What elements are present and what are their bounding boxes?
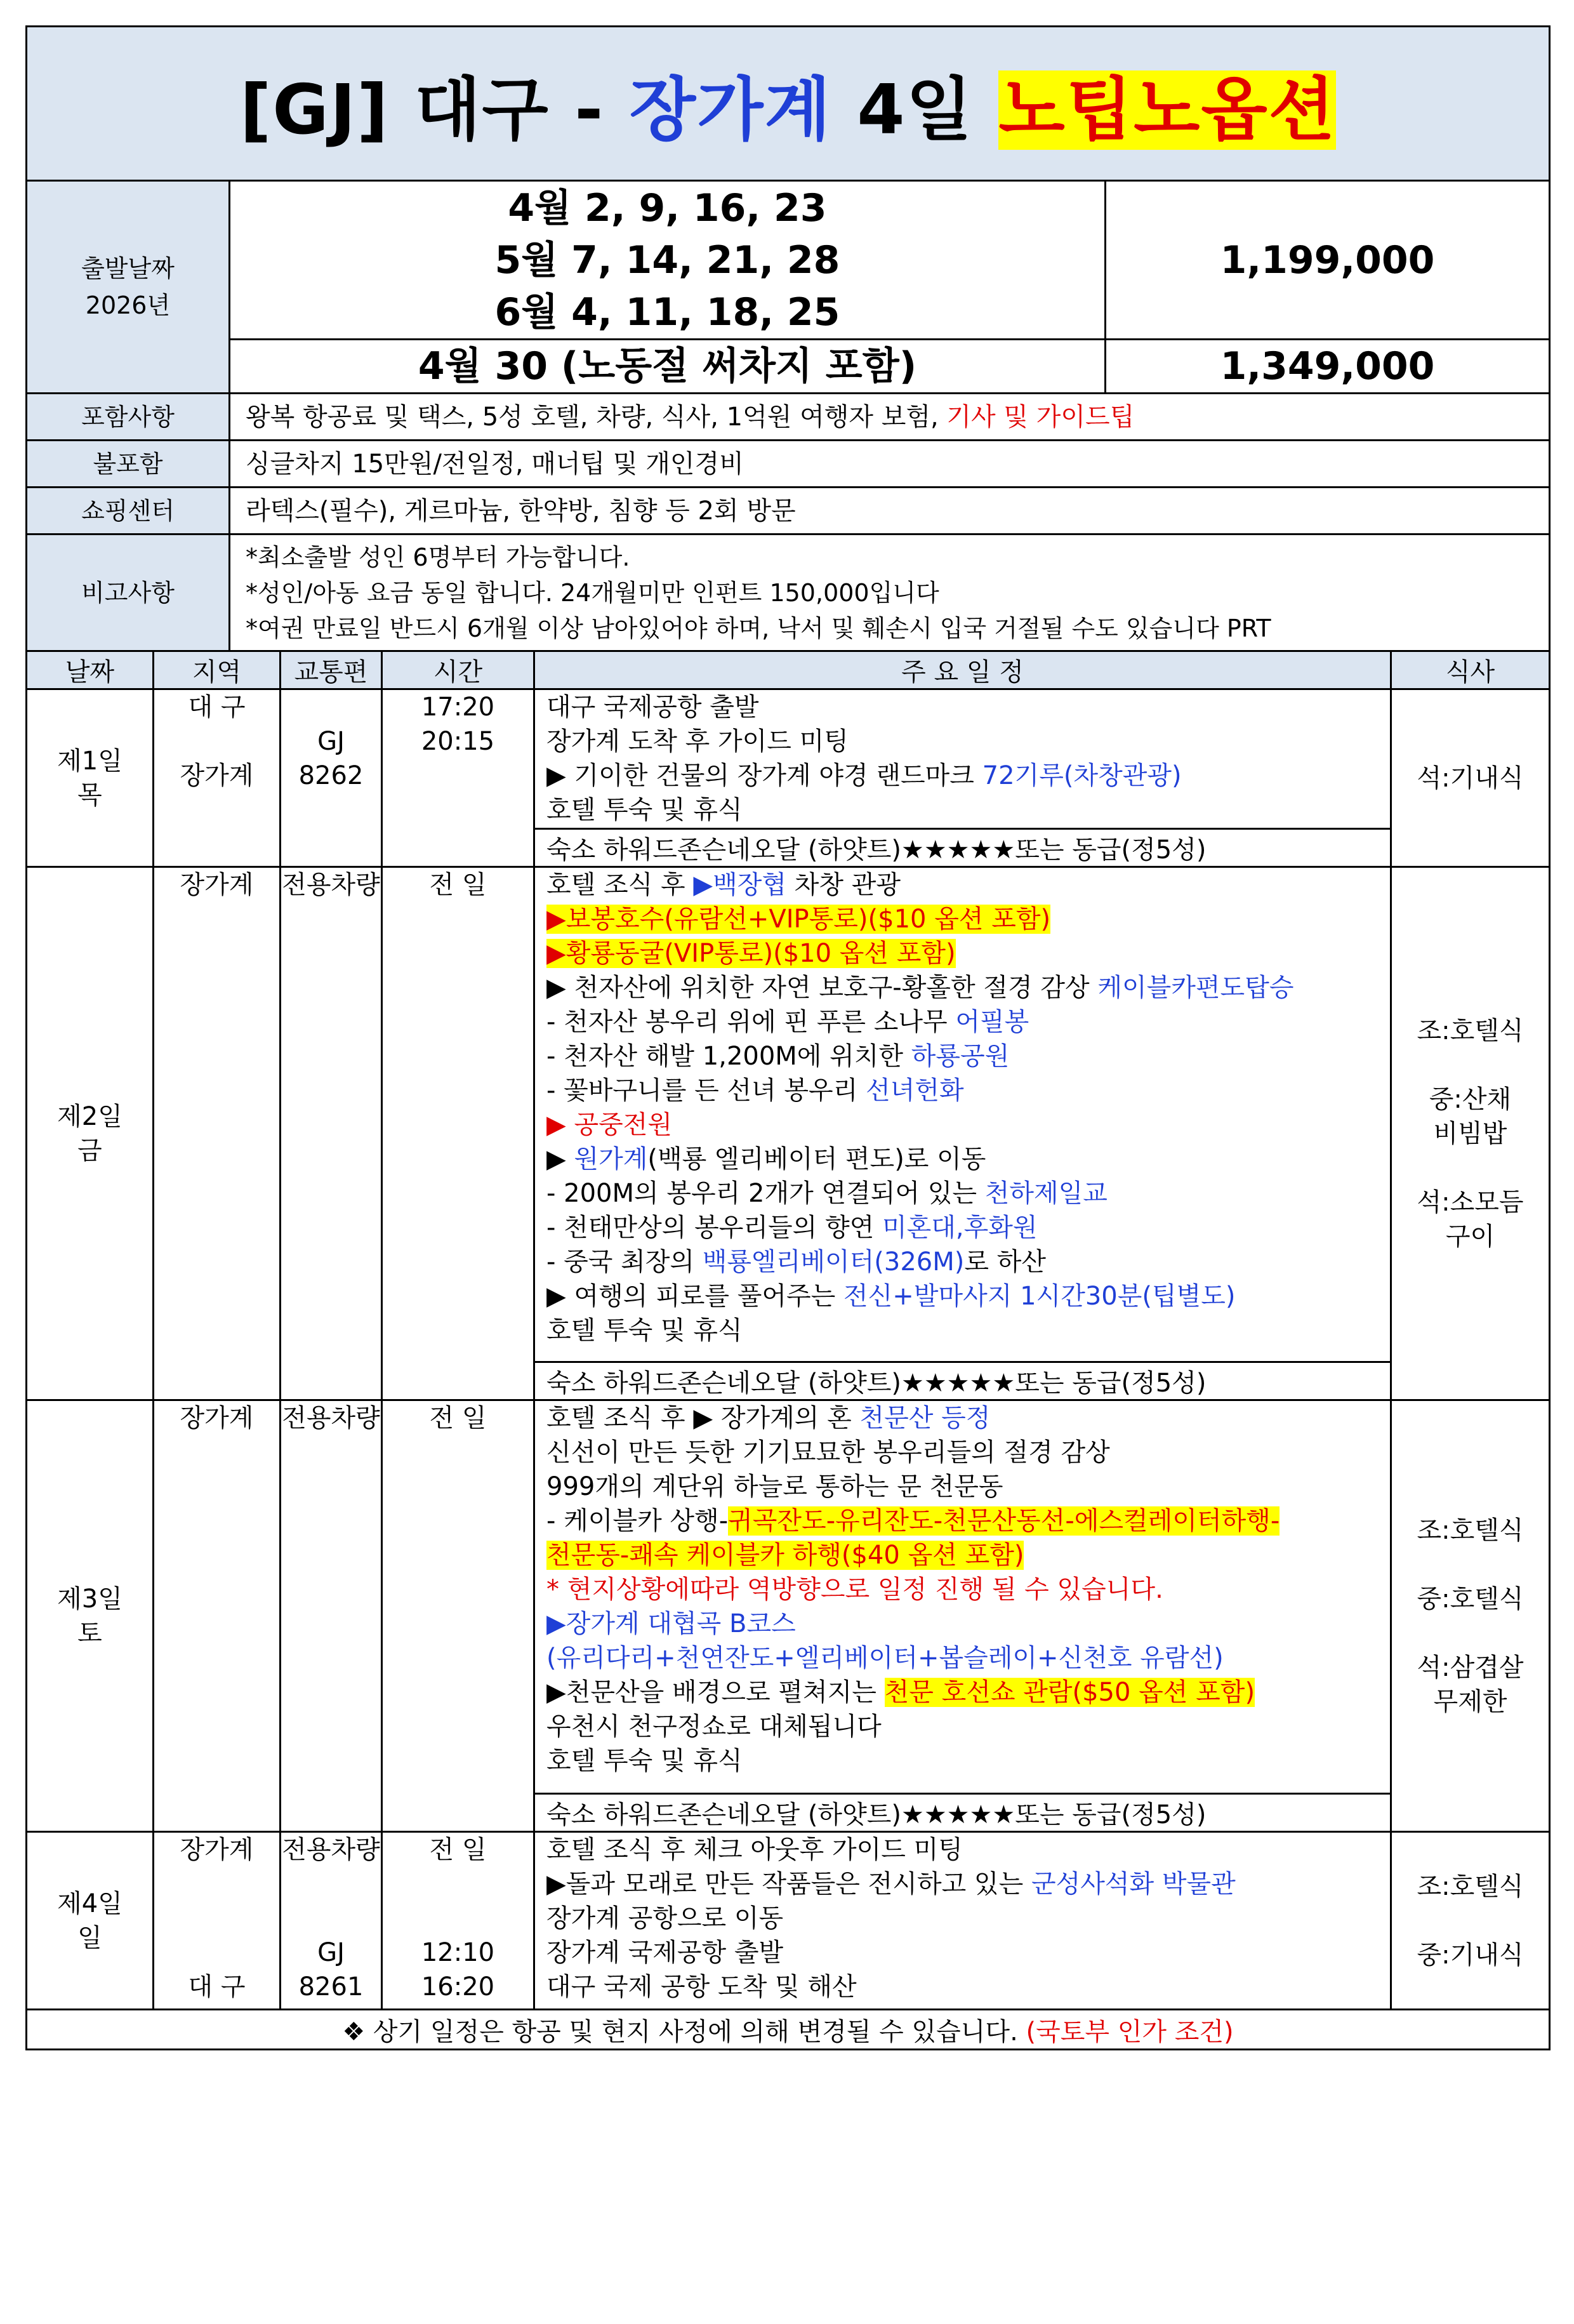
shopping-label: 쇼핑센터	[27, 488, 230, 535]
schedule-line: 999개의 계단위 하늘로 통하는 문 천문동	[546, 1472, 1003, 1501]
schedule-line	[546, 902, 1390, 936]
footer-text: ❖ 상기 일정은 항공 및 현지 사정에 의해 변경될 수 있습니다.	[342, 2017, 1026, 2047]
schedule-text: ▶돌과 모래로 만든 작품들은 전시하고 있는	[546, 1869, 1031, 1899]
day3-num: 제3일	[57, 1584, 122, 1614]
day4-schedule	[534, 1832, 1391, 2010]
remark-line: *여권 만료일 반드시 6개월 이상 남아있어야 하며, 낙서 및 훼손시 입국 거절될 수도 있습니다 PRT	[246, 614, 1271, 642]
meal-dinner: 석:삼겹살	[1417, 1652, 1524, 1682]
included-label: 포함사항	[27, 394, 230, 441]
schedule-text: 호텔 조식 후 ▶ 장가계의 혼	[546, 1404, 860, 1433]
schedule-highlight: 케이블카편도탑승	[1097, 973, 1294, 1002]
col-region: 지역	[154, 651, 281, 689]
schedule-line: 장가계 국제공항 출발	[546, 1938, 784, 1967]
schedule-text: 호텔 조식 후	[546, 870, 694, 900]
schedule-red: ▶ 공중전원	[546, 1110, 673, 1139]
title-destination: 장가계	[629, 70, 832, 150]
schedule-option: 천문동-쾌속 케이블카 하행($40 옵션 포함)	[546, 1541, 1024, 1570]
schedule-line: 신선이 만든 듯한 기기묘묘한 봉우리들의 절경 감상	[546, 1438, 1110, 1467]
schedule-highlight: ▶장가계 대협곡 B코스	[546, 1609, 796, 1638]
schedule-highlight: 천하제일교	[984, 1179, 1108, 1208]
title-days: 4일	[831, 70, 999, 150]
day3-time: 전 일	[382, 1400, 534, 1832]
schedule-line	[546, 1538, 1390, 1572]
day3-weekday: 토	[77, 1618, 102, 1648]
schedule-line	[546, 1073, 1390, 1108]
day3-hotel: 숙소 하워드존슨네오달 (하얏트)★★★★★또는 동급(정5성)	[534, 1794, 1391, 1832]
day4-time-day: 전 일	[429, 1835, 487, 1864]
day2-region: 장가계	[154, 867, 281, 1400]
schedule-text: 차창 관광	[786, 870, 901, 900]
col-meals: 식사	[1391, 651, 1550, 689]
schedule-line: 우천시 천구정쇼로 대체됩니다	[546, 1712, 882, 1741]
title-prefix: [GJ] 대구 -	[239, 70, 630, 150]
included-main: 왕복 항공료 및 택스, 5성 호텔, 차량, 식사, 1억원 여행자 보험,	[246, 402, 947, 432]
schedule-text: - 천자산 봉우리 위에 핀 푸른 소나무	[546, 1007, 956, 1037]
schedule-line: 호텔 투숙 및 휴식	[546, 1746, 743, 1776]
day4-flight: GJ 8261	[298, 1938, 364, 2002]
schedule-line	[546, 1675, 1390, 1710]
page-title	[27, 27, 1550, 181]
schedule-line: 호텔 조식 후 체크 아웃후 가이드 미팅	[546, 1835, 963, 1864]
footer-note	[27, 2010, 1550, 2050]
day2-time: 전 일	[382, 867, 534, 1400]
schedule-option: 귀곡잔도-유리잔도-천문산동선-에스컬레이터하행-	[728, 1506, 1280, 1536]
schedule-highlight: 천문산 등정	[859, 1404, 991, 1433]
day1-weekday: 목	[77, 780, 102, 810]
schedule-text: ▶ 천자산에 위치한 자연 보호구-황홀한 절경 감상	[546, 973, 1098, 1002]
schedule-text: ▶천문산을 배경으로 펼쳐지는	[546, 1678, 885, 1707]
schedule-highlight: (유리다리+천연잔도+엘리베이터+봅슬레이+신천호 유람선)	[546, 1643, 1224, 1673]
schedule-text: (백룡 엘리베이터 편도)로 이동	[647, 1145, 986, 1174]
title-tag: 노팁노옵션	[998, 70, 1337, 150]
day2-schedule	[534, 867, 1391, 1362]
schedule-text: - 케이블카 상행-	[546, 1506, 729, 1536]
schedule-line	[546, 1867, 1390, 1901]
remarks-label: 비고사항	[27, 535, 230, 651]
day3-region: 장가계	[154, 1400, 281, 1832]
schedule-line: 장가계 공항으로 이동	[546, 1904, 784, 1933]
day4-time-arrive: 16:20	[421, 1972, 495, 2002]
excluded-text: 싱글차지 15만원/전일정, 매너팁 및 개인경비	[230, 441, 1550, 488]
day1-time-arrive: 20:15	[421, 727, 495, 756]
included-red: 기사 및 가이드팁	[946, 402, 1135, 432]
schedule-line	[546, 1142, 1390, 1176]
remark-line: *성인/아동 요금 동일 합니다. 24개월미만 인펀트 150,000입니다	[246, 578, 939, 607]
schedule-line	[546, 1005, 1390, 1039]
schedule-highlight: 72기루(차창관광)	[982, 761, 1182, 790]
day3-meals	[1391, 1400, 1550, 1832]
day2-weekday: 금	[77, 1136, 102, 1165]
dates-april: 4월 2, 9, 16, 23	[508, 185, 827, 230]
departure-dates-group1	[230, 181, 1106, 340]
schedule-line	[546, 868, 1390, 902]
departure-label-line2: 2026년	[85, 291, 171, 319]
schedule-option: ▶보봉호수(유람선+VIP통로)($10 옵션 포함)	[546, 905, 1051, 934]
schedule-highlight: 하룡공원	[911, 1042, 1010, 1071]
day2-transport: 전용차량	[281, 867, 382, 1400]
schedule-text: - 천태만상의 봉우리들의 향연	[546, 1213, 882, 1242]
day1-region	[154, 689, 281, 867]
price-group1: 1,199,000	[1106, 181, 1550, 340]
schedule-line	[546, 1572, 1390, 1607]
day4-transport	[281, 1832, 382, 2010]
footer-red: (국토부 인가 조건)	[1026, 2017, 1234, 2047]
excluded-label: 불포함	[27, 441, 230, 488]
day1-schedule	[534, 689, 1391, 829]
col-schedule: 주 요 일 정	[534, 651, 1391, 689]
schedule-option: 천문 호선쇼 관람($50 옵션 포함)	[884, 1678, 1255, 1707]
schedule-text: - 천자산 해발 1,200M에 위치한	[546, 1042, 911, 1071]
day1-label	[27, 689, 154, 867]
price-group2: 1,349,000	[1106, 340, 1550, 394]
schedule-line	[546, 1279, 1390, 1313]
meal-breakfast: 조:호텔식	[1417, 1515, 1524, 1545]
schedule-highlight: 원가계	[574, 1145, 648, 1174]
schedule-line	[546, 1607, 1390, 1641]
col-transport: 교통편	[281, 651, 382, 689]
info-table	[25, 25, 1551, 652]
schedule-text: - 중국 최장의	[546, 1247, 703, 1277]
day2-num: 제2일	[57, 1101, 122, 1131]
dates-may: 5월 7, 14, 21, 28	[494, 237, 840, 282]
schedule-highlight: 군성사석화 박물관	[1031, 1869, 1236, 1899]
schedule-line	[546, 1401, 1390, 1435]
schedule-line	[546, 1641, 1390, 1675]
day1-time-depart: 17:20	[421, 693, 495, 722]
day2-meals	[1391, 867, 1550, 1400]
schedule-highlight: 선녀헌화	[866, 1076, 964, 1105]
schedule-highlight: 어필봉	[955, 1007, 1029, 1037]
departure-label-line1: 출발날짜	[81, 255, 175, 282]
day1-region-start: 대 구	[188, 693, 246, 722]
schedule-text: ▶ 기이한 건물의 장가계 야경 랜드마크	[546, 761, 982, 790]
day3-label	[27, 1400, 154, 1832]
day3-transport: 전용차량	[281, 1400, 382, 1832]
day4-vehicle: 전용차량	[282, 1835, 380, 1864]
schedule-text: ▶ 여행의 피로를 풀어주는	[546, 1282, 844, 1311]
shopping-text: 라텍스(필수), 게르마늄, 한약방, 침향 등 2회 방문	[230, 488, 1550, 535]
schedule-text: - 200M의 봉우리 2개가 연결되어 있는	[546, 1179, 985, 1208]
day4-time-depart: 12:10	[421, 1938, 495, 1967]
day4-region	[154, 1832, 281, 2010]
meal-lunch: 중:호텔식	[1417, 1584, 1524, 1614]
day1-num: 제1일	[57, 746, 122, 776]
day4-label	[27, 1832, 154, 2010]
schedule-highlight: ▶백장협	[693, 870, 787, 900]
schedule-text: - 꽃바구니를 든 선녀 봉우리	[546, 1076, 866, 1105]
day4-meals	[1391, 1832, 1550, 2010]
included-text	[230, 394, 1550, 441]
schedule-line	[546, 1176, 1390, 1211]
meal-dinner: 석:소모듬	[1417, 1187, 1524, 1217]
day3-schedule	[534, 1400, 1391, 1794]
col-time: 시간	[382, 651, 534, 689]
remarks-text	[230, 535, 1550, 651]
schedule-line	[546, 1108, 1390, 1142]
itinerary-sheet	[25, 25, 1549, 2050]
day2-label	[27, 867, 154, 1400]
schedule-line	[546, 1245, 1390, 1279]
schedule-line: 대구 국제공항 출발	[546, 693, 759, 722]
day4-weekday: 일	[77, 1923, 102, 1953]
day1-meals: 석:기내식	[1391, 689, 1550, 867]
departure-dates-group2: 4월 30 (노동절 써차지 포함)	[230, 340, 1106, 394]
schedule-line	[546, 1504, 1390, 1538]
remark-line: *최소출발 성인 6명부터 가능합니다.	[246, 543, 630, 571]
meal-breakfast: 조:호텔식	[1417, 1016, 1524, 1046]
schedule-red: * 현지상황에따라 역방향으로 일정 진행 될 수 있습니다.	[546, 1575, 1163, 1604]
day4-time	[382, 1832, 534, 2010]
schedule-line	[546, 1039, 1390, 1073]
meal-lunch-2: 비빔밥	[1433, 1119, 1507, 1148]
day4-region-end: 대 구	[188, 1972, 246, 2002]
day1-time	[382, 689, 534, 867]
schedule-line	[546, 936, 1390, 971]
day1-hotel: 숙소 하워드존슨네오달 (하얏트)★★★★★또는 동급(정5성)	[534, 829, 1391, 867]
schedule-highlight: 백룡엘리베이터(326M)	[702, 1247, 965, 1277]
schedule-line	[546, 1211, 1390, 1245]
schedule-line: 호텔 투숙 및 휴식	[546, 1316, 743, 1345]
schedule-text: 로 하산	[964, 1247, 1046, 1277]
schedule-highlight: 전신+발마사지 1시간30분(팁별도)	[843, 1282, 1236, 1311]
schedule-option: ▶황룡동굴(VIP통로)($10 옵션 포함)	[546, 939, 956, 968]
schedule-line	[546, 971, 1390, 1005]
schedule-line: 호텔 투숙 및 휴식	[546, 795, 743, 825]
schedule-line: 대구 국제 공항 도착 및 해산	[546, 1972, 857, 2002]
meal-breakfast: 조:호텔식	[1417, 1871, 1524, 1901]
schedule-table	[25, 650, 1551, 2050]
meal-lunch: 중:기내식	[1417, 1940, 1524, 1970]
meal-dinner-2: 구이	[1445, 1221, 1495, 1251]
col-date: 날짜	[27, 651, 154, 689]
day1-region-end: 장가계	[180, 761, 254, 790]
schedule-line	[546, 759, 1390, 793]
schedule-line: 장가계 도착 후 가이드 미팅	[546, 727, 849, 756]
day4-region-start: 장가계	[180, 1835, 254, 1864]
day1-flight: GJ 8262	[298, 727, 364, 790]
day4-num: 제4일	[57, 1889, 122, 1918]
meal-dinner-2: 무제한	[1433, 1687, 1507, 1716]
dates-june: 6월 4, 11, 18, 25	[494, 289, 840, 335]
meal-lunch: 중:산채	[1429, 1084, 1512, 1114]
departure-label	[27, 181, 230, 394]
day1-transport	[281, 689, 382, 867]
schedule-highlight: 미혼대,후화원	[882, 1213, 1038, 1242]
schedule-text: ▶	[546, 1145, 574, 1174]
day2-hotel: 숙소 하워드존슨네오달 (하얏트)★★★★★또는 동급(정5성)	[534, 1362, 1391, 1400]
